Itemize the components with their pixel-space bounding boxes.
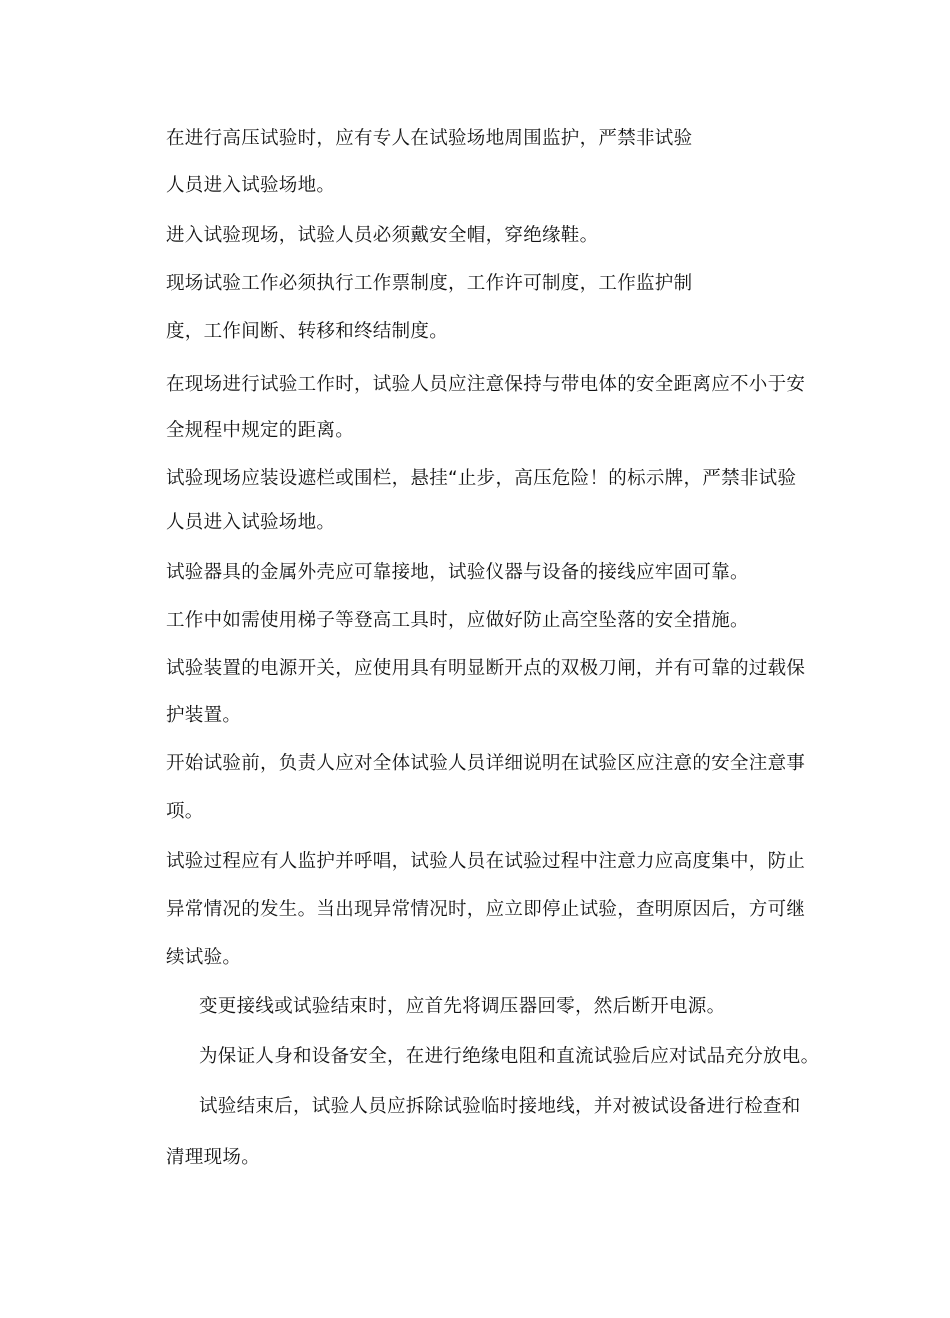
text-line: 人员进入试验场地。 <box>166 175 336 196</box>
text-line: 人员进入试验场地。 <box>166 512 336 533</box>
text-line: 护装置。 <box>166 705 242 726</box>
text-line: 清理现场。 <box>166 1147 261 1168</box>
text-line: 在现场进行试验工作时，试验人员应注意保持与带电体的安全距离应不小于安 <box>166 374 806 395</box>
text-line: 度，工作间断、转移和终结制度。 <box>166 321 449 342</box>
text-line: 工作中如需使用梯子等登高工具时，应做好防止高空坠落的安全措施。 <box>166 610 749 631</box>
text-line: 开始试验前，负责人应对全体试验人员详细说明在试验区应注意的安全注意事 <box>166 753 806 774</box>
text-line: 续试验。 <box>166 947 242 968</box>
text-line: 试验过程应有人监护并呼唱，试验人员在试验过程中注意力应高度集中，防止 <box>166 851 806 872</box>
text-line: 变更接线或试验结束时，应首先将调压器回零，然后断开电源。 <box>199 996 726 1017</box>
text-line: 异常情况的发生。当出现异常情况时，应立即停止试验，查明原因后，方可继 <box>166 899 806 920</box>
text-line: 现场试验工作必须执行工作票制度，工作许可制度，工作监护制 <box>166 273 693 294</box>
text-line: 试验装置的电源开关，应使用具有明显断开点的双极刀闸，并有可靠的过载保 <box>166 658 806 679</box>
text-line: 项。 <box>166 801 204 822</box>
text-line: 试验结束后，试验人员应拆除试验临时接地线，并对被试设备进行检查和 <box>199 1096 801 1117</box>
text-line: 进入试验现场，试验人员必须戴安全帽，穿绝缘鞋。 <box>166 225 599 246</box>
text-line: 全规程中规定的距离。 <box>166 420 355 441</box>
text-line: 为保证人身和设备安全，在进行绝缘电阻和直流试验后应对试品充分放电。 <box>199 1046 820 1067</box>
text-line: 试验现场应装设遮栏或围栏，悬挂“止步，高压危险！的标示牌，严禁非试验 <box>166 468 797 489</box>
text-line: 在进行高压试验时，应有专人在试验场地周围监护，严禁非试验 <box>166 128 693 149</box>
text-line: 试验器具的金属外壳应可靠接地，试验仪器与设备的接线应牢固可靠。 <box>166 562 749 583</box>
